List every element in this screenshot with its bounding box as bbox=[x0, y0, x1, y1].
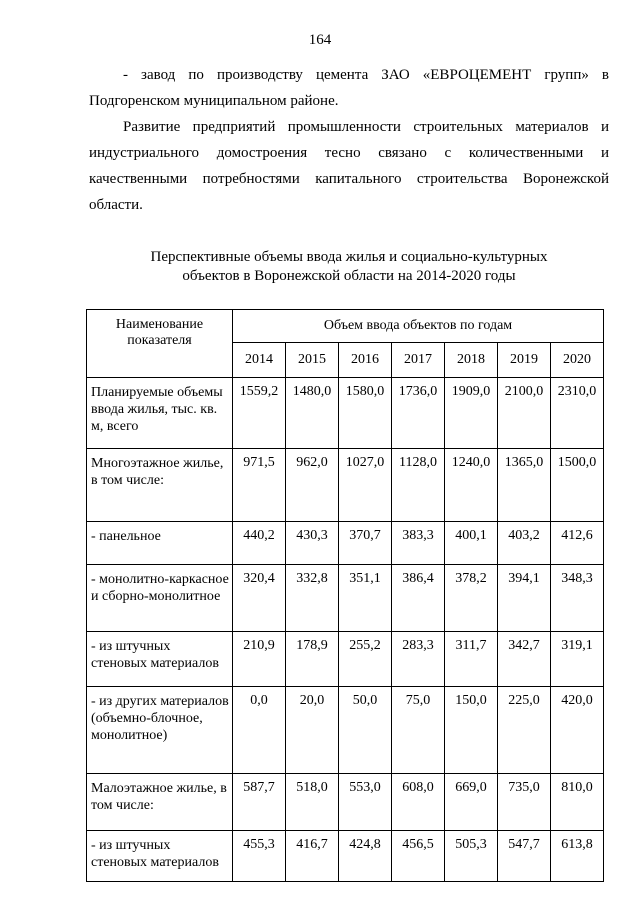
row-label: Многоэтажное жилье, в том числе: bbox=[87, 449, 233, 522]
cell-value: 810,0 bbox=[551, 774, 604, 831]
cell-value: 430,3 bbox=[286, 522, 339, 565]
row-label: - из штучных стеновых материалов bbox=[87, 831, 233, 882]
cell-value: 1128,0 bbox=[392, 449, 445, 522]
cell-value: 420,0 bbox=[551, 687, 604, 774]
cell-value: 1559,2 bbox=[233, 378, 286, 449]
header-year: 2014 bbox=[233, 343, 286, 378]
cell-value: 383,3 bbox=[392, 522, 445, 565]
cell-value: 455,3 bbox=[233, 831, 286, 882]
cell-value: 255,2 bbox=[339, 632, 392, 687]
table-caption bbox=[89, 248, 609, 286]
header-year: 2020 bbox=[551, 343, 604, 378]
cell-value: 351,1 bbox=[339, 565, 392, 632]
housing-volume-table bbox=[86, 309, 604, 882]
row-label: Планируемые объемы ввода жилья, тыс. кв. м, всего bbox=[87, 378, 233, 449]
cell-value: 1480,0 bbox=[286, 378, 339, 449]
paragraph-cement-plant bbox=[89, 62, 609, 114]
caption-line: Перспективные объемы ввода жилья и социально-культурных bbox=[150, 249, 548, 265]
row-label: - панельное bbox=[87, 522, 233, 565]
table-row bbox=[87, 632, 604, 687]
cell-value: 348,3 bbox=[551, 565, 604, 632]
cell-value: 150,0 bbox=[445, 687, 498, 774]
cell-value: 210,9 bbox=[233, 632, 286, 687]
cell-value: 608,0 bbox=[392, 774, 445, 831]
table-row bbox=[87, 831, 604, 882]
cell-value: 553,0 bbox=[339, 774, 392, 831]
cell-value: 1909,0 bbox=[445, 378, 498, 449]
cell-value: 416,7 bbox=[286, 831, 339, 882]
header-volume-by-year: Объем ввода объектов по годам bbox=[233, 310, 604, 343]
cell-value: 75,0 bbox=[392, 687, 445, 774]
table-row bbox=[87, 378, 604, 449]
cell-value: 370,7 bbox=[339, 522, 392, 565]
cell-value: 386,4 bbox=[392, 565, 445, 632]
cell-value: 2310,0 bbox=[551, 378, 604, 449]
cell-value: 518,0 bbox=[286, 774, 339, 831]
cell-value: 1240,0 bbox=[445, 449, 498, 522]
cell-value: 412,6 bbox=[551, 522, 604, 565]
cell-value: 403,2 bbox=[498, 522, 551, 565]
row-label: - из штучных стеновых материалов bbox=[87, 632, 233, 687]
cell-value: 0,0 bbox=[233, 687, 286, 774]
header-year: 2019 bbox=[498, 343, 551, 378]
cell-value: 283,3 bbox=[392, 632, 445, 687]
cell-value: 547,7 bbox=[498, 831, 551, 882]
table-row bbox=[87, 449, 604, 522]
cell-value: 2100,0 bbox=[498, 378, 551, 449]
page-number: 164 bbox=[308, 32, 332, 48]
caption-line: объектов в Воронежской области на 2014-2020 годы bbox=[182, 268, 516, 284]
cell-value: 20,0 bbox=[286, 687, 339, 774]
header-year: 2015 bbox=[286, 343, 339, 378]
cell-value: 378,2 bbox=[445, 565, 498, 632]
cell-value: 962,0 bbox=[286, 449, 339, 522]
cell-value: 424,8 bbox=[339, 831, 392, 882]
cell-value: 971,5 bbox=[233, 449, 286, 522]
cell-value: 613,8 bbox=[551, 831, 604, 882]
table-row bbox=[87, 522, 604, 565]
cell-value: 1580,0 bbox=[339, 378, 392, 449]
cell-value: 178,9 bbox=[286, 632, 339, 687]
row-label: - монолитно-каркасное и сборно-монолитное bbox=[87, 565, 233, 632]
header-indicator-name: Наименование показателя bbox=[87, 310, 233, 378]
header-year: 2018 bbox=[445, 343, 498, 378]
paragraph-text: - завод по производству цемента ЗАО «ЕВРОЦЕМЕНТ групп» в Подгоренском муниципальном районе. bbox=[89, 67, 609, 109]
row-label: - из других материалов (объемно-блочное, монолитное) bbox=[87, 687, 233, 774]
cell-value: 505,3 bbox=[445, 831, 498, 882]
header-year: 2017 bbox=[392, 343, 445, 378]
cell-value: 669,0 bbox=[445, 774, 498, 831]
table-row bbox=[87, 774, 604, 831]
cell-value: 587,7 bbox=[233, 774, 286, 831]
cell-value: 735,0 bbox=[498, 774, 551, 831]
header-year: 2016 bbox=[339, 343, 392, 378]
row-label: Малоэтажное жилье, в том числе: bbox=[87, 774, 233, 831]
cell-value: 311,7 bbox=[445, 632, 498, 687]
paragraph-text: Развитие предприятий промышленности строительных материалов и индустриального домостроения тесно связано с количественными и качественными потребностями капитального строительства Воронежской области. bbox=[89, 119, 609, 213]
cell-value: 1027,0 bbox=[339, 449, 392, 522]
paragraph-development bbox=[89, 114, 609, 218]
cell-value: 400,1 bbox=[445, 522, 498, 565]
table-row bbox=[87, 565, 604, 632]
cell-value: 320,4 bbox=[233, 565, 286, 632]
cell-value: 440,2 bbox=[233, 522, 286, 565]
cell-value: 319,1 bbox=[551, 632, 604, 687]
cell-value: 394,1 bbox=[498, 565, 551, 632]
cell-value: 342,7 bbox=[498, 632, 551, 687]
cell-value: 50,0 bbox=[339, 687, 392, 774]
table-row bbox=[87, 687, 604, 774]
cell-value: 456,5 bbox=[392, 831, 445, 882]
cell-value: 1500,0 bbox=[551, 449, 604, 522]
cell-value: 225,0 bbox=[498, 687, 551, 774]
cell-value: 1736,0 bbox=[392, 378, 445, 449]
cell-value: 1365,0 bbox=[498, 449, 551, 522]
cell-value: 332,8 bbox=[286, 565, 339, 632]
